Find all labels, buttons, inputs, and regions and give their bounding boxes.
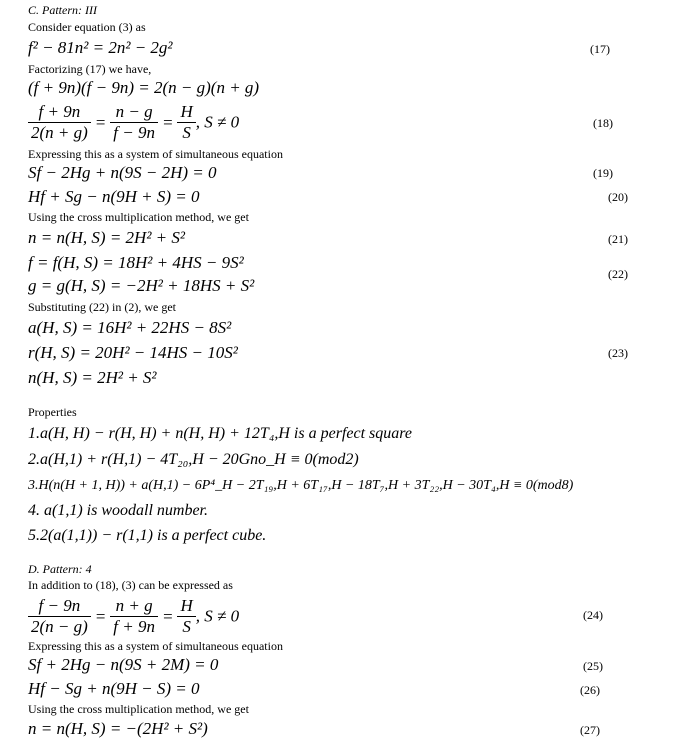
equation-23c: n(H, S) = 2H² + S² [28,368,157,387]
equation-24-number: (24) [583,608,603,622]
eq24-frac3-numerator: H [177,596,195,617]
eq18-frac3-denominator: S [182,123,191,142]
equation-27: n = n(H, S) = −(2H² + S²) [28,719,208,738]
system-text-c: Expressing this as a system of simultaneous equation [28,147,283,161]
equation-20: Hf + Sg − n(9H + S) = 0 [28,187,200,206]
equation-21: n = n(H, S) = 2H² + S² [28,228,185,247]
equation-25: Sf + 2Hg − n(9S + 2M) = 0 [28,655,219,674]
equation-18-number: (18) [593,116,613,130]
equation-17: f² − 81n² = 2n² − 2g² [28,38,173,57]
equation-19: Sf − 2Hg + n(9S − 2H) = 0 [28,163,217,182]
equation-18: $\frac{f + 9n}{2(n + g)}$ = $\frac{n - g}{f - 9n}$ = $\frac{H}{S}$ , S ≠ 0 [28,102,239,143]
eq18-frac3-numerator: H [177,102,195,123]
eq18-frac1-numerator: f + 9n [28,102,91,123]
eq18-frac2-denominator: f − 9n [113,123,155,142]
property-5: 5.2(a(1,1)) − r(1,1) is a perfect cube. [28,527,267,544]
equation-17-number: (17) [590,42,610,56]
equation-23a: a(H, S) = 16H² + 22HS − 8S² [28,318,232,337]
eq24-condition: , S ≠ 0 [195,606,240,626]
eq18-frac2-numerator: n − g [110,102,158,123]
section-c-heading: C. Pattern: III [28,3,97,17]
eq24-frac2-denominator: f + 9n [113,617,155,636]
eq24-frac3-denominator: S [182,617,191,636]
property-4: 4. a(1,1) is woodall number. [28,502,208,519]
equation-21-number: (21) [608,232,628,246]
property-3: 3.H(n(H + 1, H)) + a(H,1) − 6P⁴_H − 2T₁₉,H + 6T₁₇,H − 18T₇,H + 3T₂₂,H − 30T₄,H ≡ 0(mod8) [28,478,574,493]
section-d-intro: In addition to (18), (3) can be expressed as [28,578,233,592]
equation-19-number: (19) [593,166,613,180]
section-d-heading: D. Pattern: 4 [28,562,92,576]
property-2: 2.a(H,1) + r(H,1) − 4T₂₀,H − 20Gno_H ≡ 0(mod2) [28,451,359,468]
eq18-condition: , S ≠ 0 [195,112,240,132]
eq18-frac1-denominator: 2(n + g) [31,123,88,142]
equation-26-number: (26) [580,683,600,697]
equation-25-number: (25) [583,659,603,673]
section-c-intro: Consider equation (3) as [28,20,146,34]
equation-24: $\frac{f - 9n}{2(n - g)}$ = $\frac{n + g}{f + 9n}$ = $\frac{H}{S}$ , S ≠ 0 [28,596,239,637]
equation-26: Hf − Sg + n(9H − S) = 0 [28,679,200,698]
eq24-frac2-numerator: n + g [110,596,158,617]
equation-23b: r(H, S) = 20H² − 14HS − 10S² [28,343,238,362]
factorizing-text: Factorizing (17) we have, [28,62,152,76]
substituting-text: Substituting (22) in (2), we get [28,300,176,314]
equation-27-number: (27) [580,723,600,737]
eq24-frac1-denominator: 2(n − g) [31,617,88,636]
cross-multiplication-text-d: Using the cross multiplication method, we get [28,702,249,716]
equation-22a: f = f(H, S) = 18H² + 4HS − 9S² [28,253,244,272]
equation-22-number: (22) [608,267,628,281]
properties-title: Properties [28,405,77,419]
equation-20-number: (20) [608,190,628,204]
eq24-frac1-numerator: f − 9n [28,596,91,617]
property-1: 1.a(H, H) − r(H, H) + n(H, H) + 12T₄,H is a perfect square [28,425,412,442]
system-text-d: Expressing this as a system of simultaneous equation [28,639,283,653]
cross-multiplication-text-c: Using the cross multiplication method, we get [28,210,249,224]
equation-factored: (f + 9n)(f − 9n) = 2(n − g)(n + g) [28,78,260,97]
equation-22b: g = g(H, S) = −2H² + 18HS + S² [28,276,255,295]
equation-23-number: (23) [608,346,628,360]
